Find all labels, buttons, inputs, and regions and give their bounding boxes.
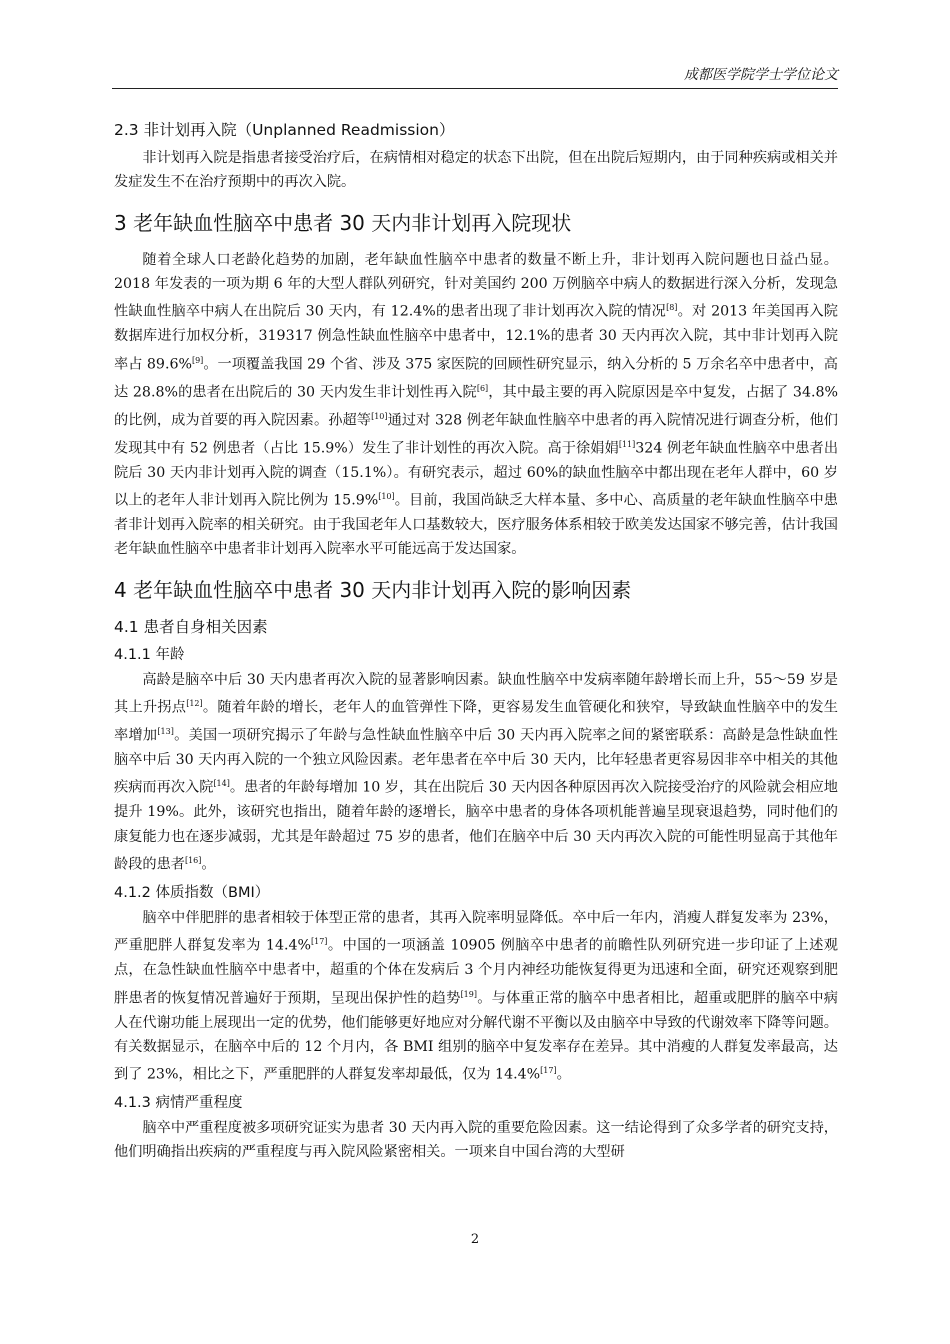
section-3-heading: 3 老年缺血性脑卒中患者 30 天内非计划再入院现状 [114,210,572,235]
text-run: 。中国的一项涵盖 10905 例脑卒中患者的前瞻性队列研究进一步印证了上述观点，在急性缺血性脑卒中患者中，超重的个体在发病后 3 个月内神经功能恢复得更为迅速和全面，研究还观察到肥胖患者的恢复情况普遍好于预期，呈现出保护性的趋势 [114,937,838,1007]
citation: [16] [184,855,202,865]
text-run: 。对 2013 年美国再入院数据库进行加权分析，319317 例急性缺血性脑卒中患者中，12.1%的患者 30 天内再次入院，其中非计划再入院率占 89.6% [114,303,838,373]
paragraph [114,248,838,562]
citation: [9] [191,355,204,365]
citation: [14] [213,779,230,789]
citation: [17] [540,1066,557,1076]
citation: [17] [311,937,328,947]
section-2-3-heading: 2.3 非计划再入院（Unplanned Readmission） [114,121,455,139]
citation: [19] [460,989,477,999]
section-4-1-3-heading: 4.1.3 病情严重程度 [114,1095,243,1112]
section-4-1-2-heading: 4.1.2 体质指数（BMI） [114,884,270,901]
text-run: 通过对 328 例老年缺血性脑卒中患者的再入院情况进行调查分析，他们发现其中有 52 例患者（占比 15.9%）发生了非计划性的再次入院。高于徐娟娟 [114,412,838,457]
text-run: 324 例老年缺血性脑卒中患者出院后 30 天内非计划再入院的调查（15.1%）。有研究表示，超过 60%的缺血性脑卒中都出现在老年人群中，60 岁以上的老年人非计划再入院比例为 15.9% [114,440,839,509]
citation: [6] [476,383,489,393]
text-run: ，其中最主要的再入院原因是卒中复发，占据了 34.8%的比例，成为首要的再入院因素。孙超等 [114,384,839,429]
text-run: 。 [556,1066,571,1083]
paragraph: 非计划再入院是指患者接受治疗后，在病情相对稳定的状态下出院，但在出院后短期内，由于同种疾病或相关并发症发生不在治疗预期中的再次入院。 [114,150,838,191]
text-run: 高龄是脑卒中后 30 天内患者再次入院的显著影响因素。缺血性脑卒中发病率随年龄增长而上升，55～59 岁是其上升拐点 [114,671,838,716]
section-4-1-1-heading: 4.1.1 年龄 [114,646,185,663]
paragraph [114,668,838,877]
citation: [8] [666,303,678,313]
text-run: 。一项覆盖我国 29 个省、涉及 375 家医院的回顾性研究显示，纳入分析的 5 万余名卒中患者中，高达 28.8%的患者在出院后的 30 天内发生非计划性再入院 [114,356,838,401]
paragraph [114,906,838,1087]
citation: [10] [378,491,395,501]
text-run: 随着全球人口老龄化趋势的加剧，老年缺血性脑卒中患者的数量不断上升，非计划再入院问题也日益凸显。2018 年发表的一项为期 6 年的大型人群队列研究，针对美国约 200 万例脑卒中病人的数据进行深入分析，发现急性缺血性脑卒中病人在出院后 30 天内，有 12.4%的患者出现了非计划再次入院的情况 [114,251,838,320]
citation: [13] [157,726,174,736]
text-run: 。 [201,856,216,873]
text-run: 脑卒中伴肥胖的患者相较于体型正常的患者，其再入院率明显降低。卒中后一年内，消瘦人群复发率为 23%，严重肥胖人群复发率为 14.4% [114,909,838,954]
citation: [11] [618,439,636,449]
section-4-heading: 4 老年缺血性脑卒中患者 30 天内非计划再入院的影响因素 [114,577,632,602]
page-number: 2 [470,1232,480,1247]
main-content [114,112,838,1165]
text-run: 。患者的年龄每增加 10 岁，其在出院后 30 天内因各种原因再次入院接受治疗的风险就会相应地提升 19%。此外，该研究也指出，随着年龄的逐增长，脑卒中患者的身体各项机能普遍呈现衰退趋势，同时他们的康复能力也在逐步减弱，尤其是年龄超过 75 岁的患者，他们在脑卒中后 30 天内再次入院的可能性明显高于其他年龄段的患者 [114,779,838,873]
text-run: 。随着年龄的增长，老年人的血管弹性下降，更容易发生血管硬化和狭窄，导致缺血性脑卒中的发生率增加 [114,699,838,744]
text-run: 。与体重正常的脑卒中患者相比，超重或肥胖的脑卒中病人在代谢功能上展现出一定的优势，他们能够更好地应对分解代谢不平衡以及由脑卒中导致的代谢效率下降等问题。有关数据显示，在脑卒中后的 12 个月内，各 BMI 组别的脑卒中复发率存在差异。其中消瘦的人群复发率最高，达到了 23%，相比之下，严重肥胖的人群复发率却最低，仅为 14.4% [114,990,838,1083]
citation: [10] [371,411,388,421]
citation: [12] [186,698,203,708]
running-header: 成都医学院学士学位论文 [112,64,838,89]
text-run: 。美国一项研究揭示了年龄与急性缺血性脑卒中后 30 天内再入院率之间的紧密联系：高龄是急性缺血性脑卒中后 30 天内再入院的一个独立风险因素。老年患者在卒中后 30 天内，比年轻患者更容易因非卒中相关的其他疾病而再次入院 [114,727,838,796]
paragraph: 脑卒中严重程度被多项研究证实为患者 30 天内再入院的重要危险因素。这一结论得到了众多学者的研究支持，他们明确指出疾病的严重程度与再入院风险紧密相关。一项来自中国台湾的大型研 [114,1120,838,1161]
text-run: 。目前，我国尚缺乏大样本量、多中心、高质量的老年缺血性脑卒中患者非计划再入院率的相关研究。由于我国老年人口基数较大，医疗服务体系相较于欧美发达国家不够完善，估计我国老年缺血性脑卒中患者非计划再入院率水平可能远高于发达国家。 [114,492,838,558]
section-4-1-heading: 4.1 患者自身相关因素 [114,617,268,636]
